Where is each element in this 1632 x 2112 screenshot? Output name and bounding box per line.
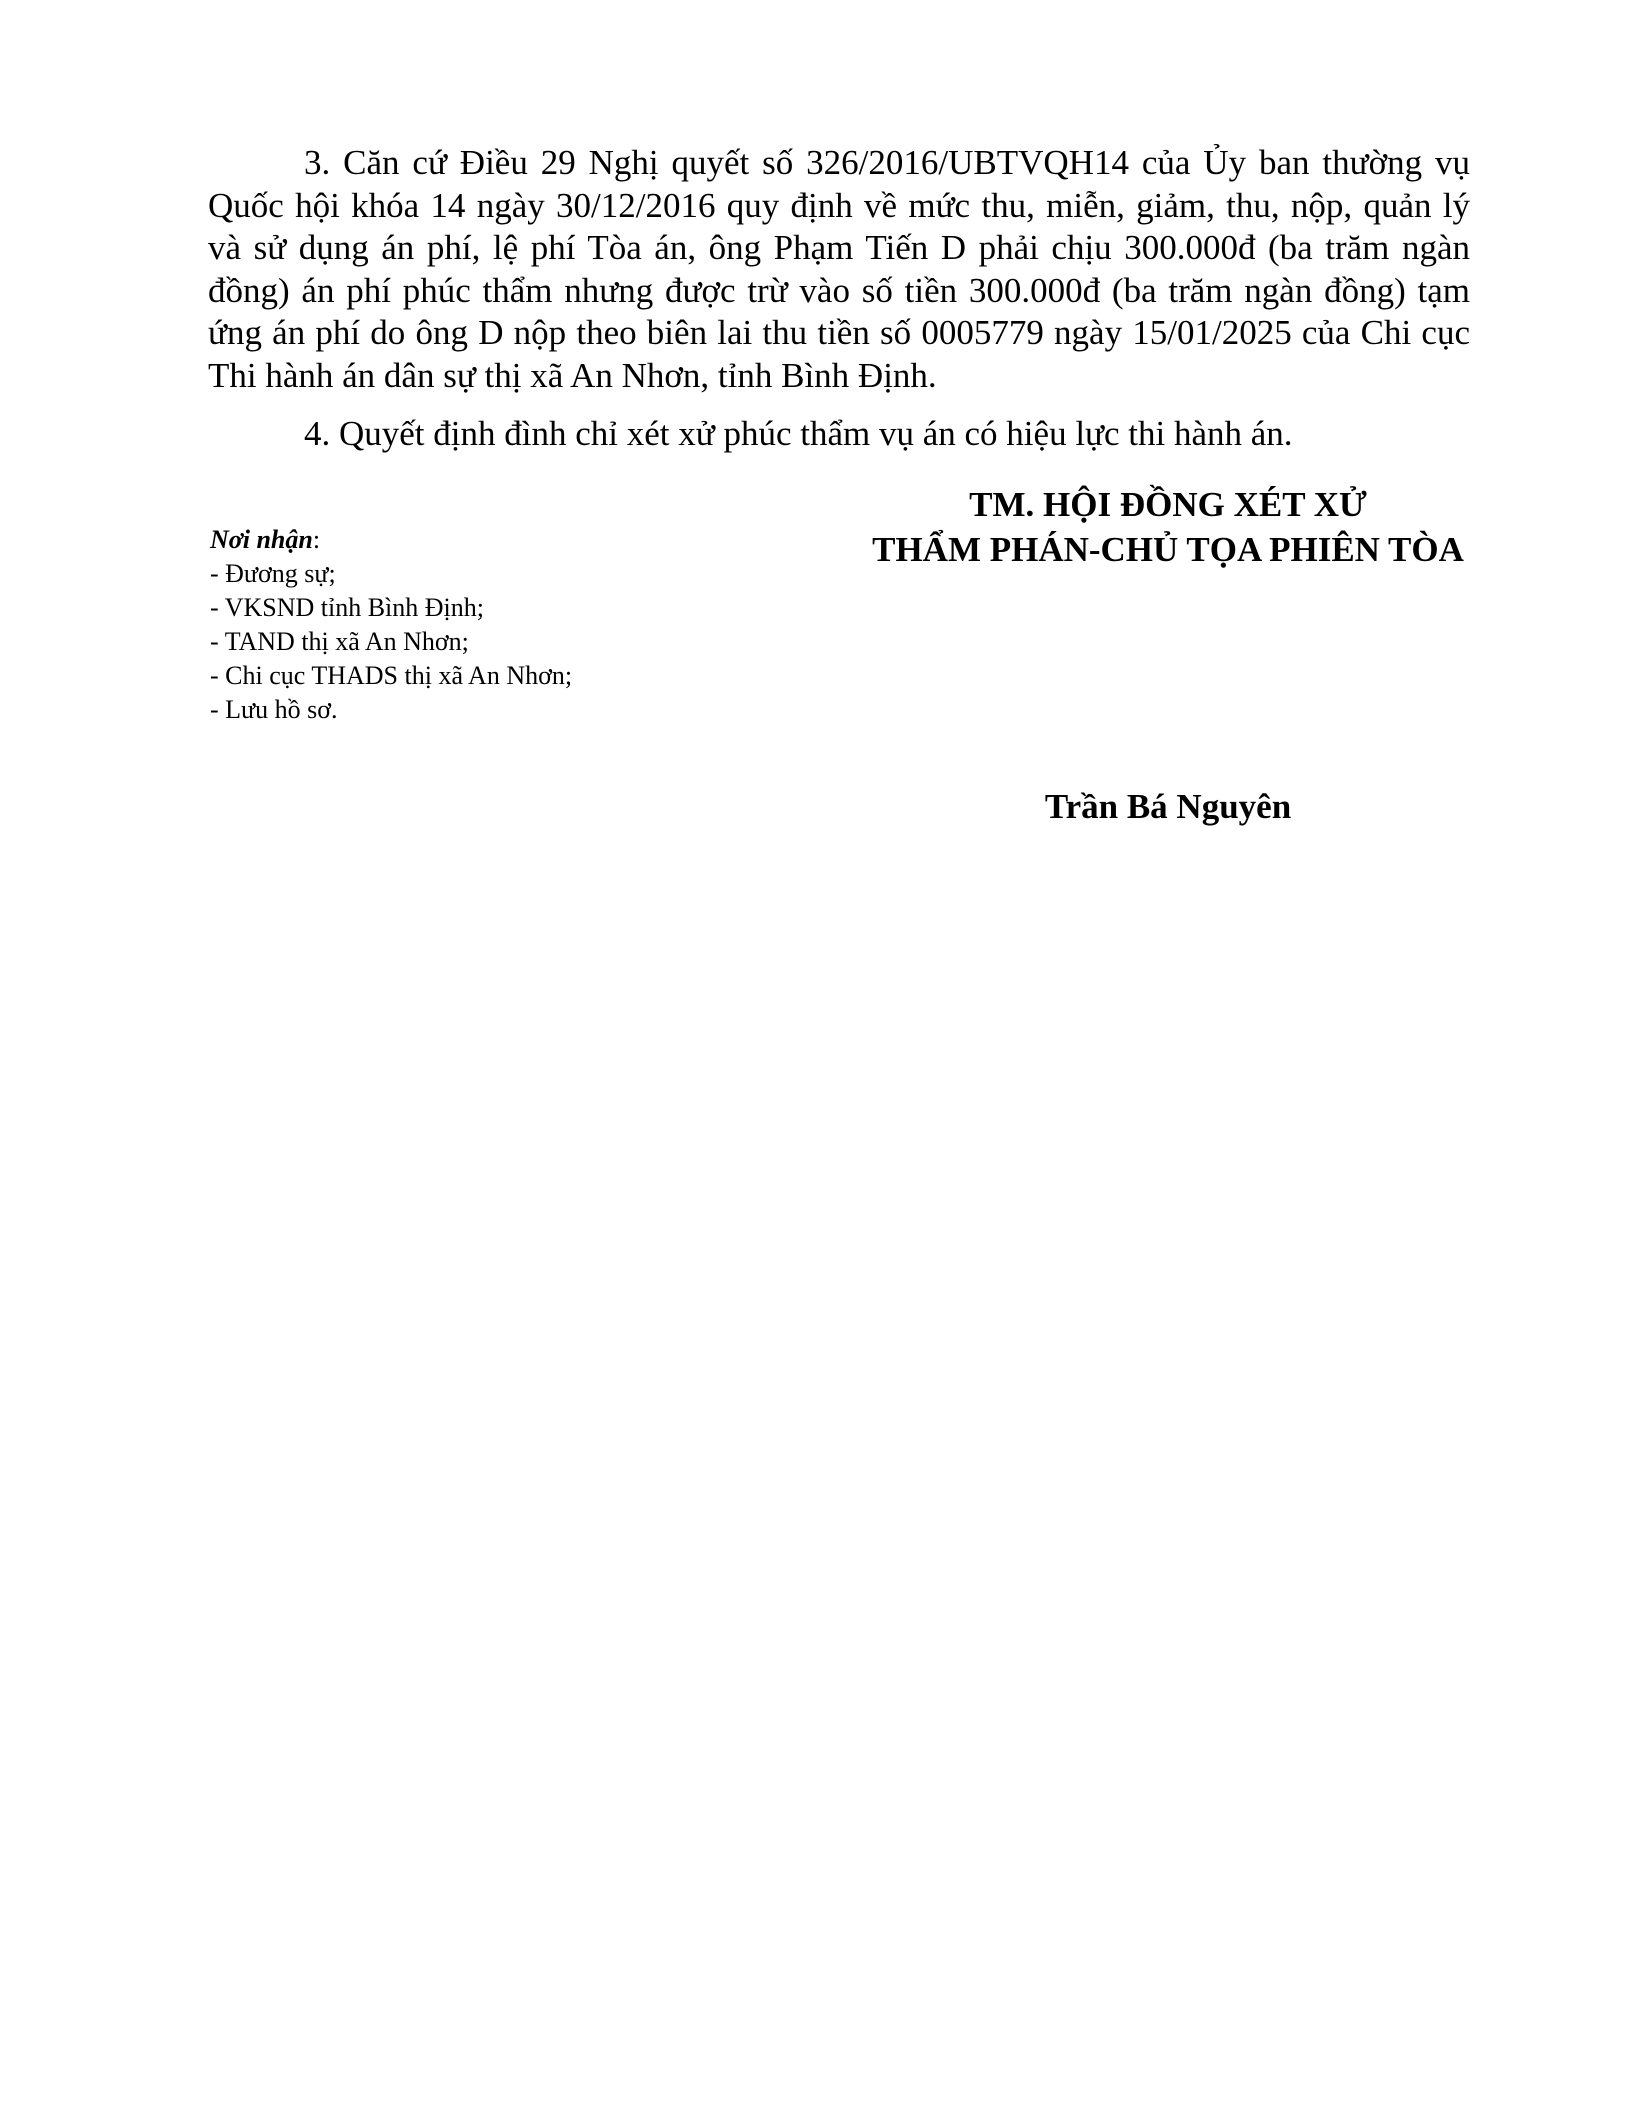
recipients-title: Nơi nhận [210, 525, 313, 554]
recipients-title-colon: : [312, 525, 321, 554]
paragraph-court-fee: 3. Căn cứ Điều 29 Nghị quyết số 326/2016/UBTVQH14 của Ủy ban thường vụ Quốc hội khóa 14 ngày 30/12/2016 quy định về mức thu, miễn, giảm, thu, nộp, quản lý và sử dụng án phí, lệ phí Tòa án, ông Phạm Tiến D phải chịu 300.000đ (ba trăm ngàn đồng) án phí phúc thẩm nhưng được trừ vào số tiền 300.000đ (ba trăm ngàn đồng) tạm ứng án phí do ông D nộp theo biên lai thu tiền số 0005779 ngày 15/01/2025 của Chi cục Thi hành án dân sự thị xã An Nhơn, tỉnh Bình Định. [208, 143, 1470, 395]
decision-body [208, 142, 1470, 456]
recipients-list [210, 557, 770, 727]
recipient-item: - TAND thị xã An Nhơn; [210, 627, 469, 656]
signature-block [848, 482, 1488, 572]
recipient-item: - Đương sự; [210, 559, 336, 588]
signature-title-line2: THẨM PHÁN-CHỦ TỌA PHIÊN TÒA [872, 530, 1464, 569]
recipient-item: - VKSND tỉnh Bình Định; [210, 593, 484, 622]
signer-name: Trần Bá Nguyên [1044, 787, 1292, 826]
recipient-item: - Lưu hồ sơ. [210, 695, 338, 724]
recipient-item: - Chi cục THADS thị xã An Nhơn; [210, 661, 573, 690]
signature-title-line1: TM. HỘI ĐỒNG XÉT XỬ [969, 485, 1367, 524]
recipients-heading [210, 523, 770, 557]
recipients-block [210, 523, 770, 727]
paragraph-effectiveness: 4. Quyết định đình chỉ xét xử phúc thẩm vụ án có hiệu lực thi hành án. [304, 414, 1293, 453]
